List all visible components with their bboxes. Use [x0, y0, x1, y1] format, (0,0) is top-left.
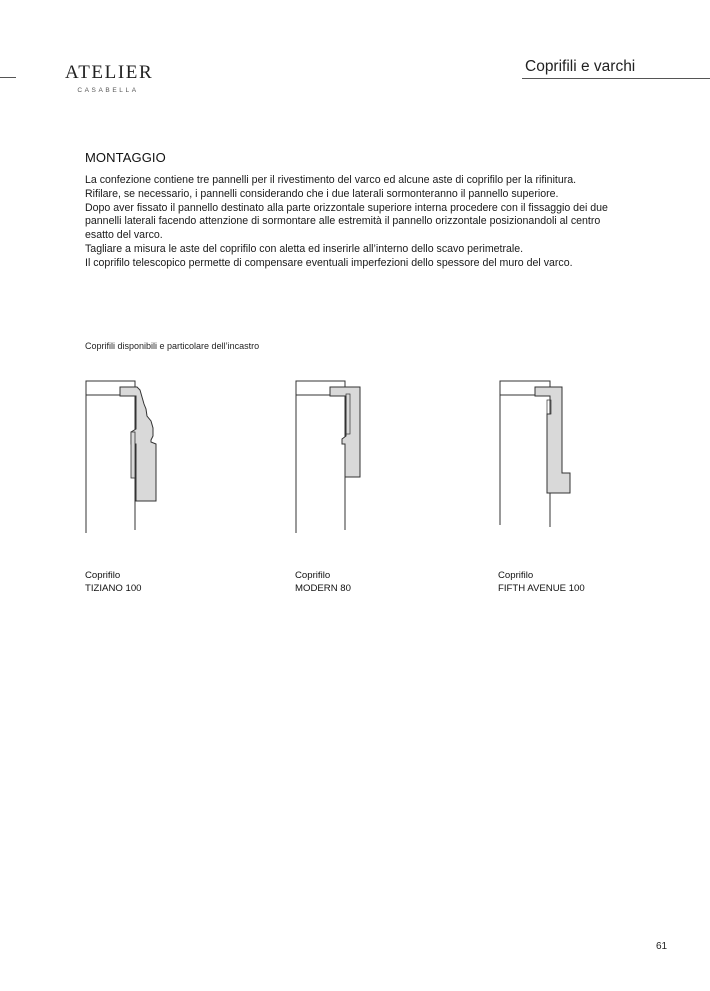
product-label: Coprifilo: [295, 570, 331, 581]
section-title: Coprifili e varchi: [525, 58, 636, 75]
brand-subtitle: CASABELLA: [77, 87, 139, 94]
header-rule-right: [522, 78, 710, 79]
brand-name: ATELIER: [65, 62, 154, 83]
product-name: FIFTH AVENUE 100: [498, 583, 585, 594]
paragraph: Tagliare a misura le aste del coprifilo con aletta ed inserirle all’interno dello scavo perimetrale.: [85, 242, 524, 255]
tiziano-100-profile-drawing: [80, 378, 170, 538]
paragraph: La confezione contiene tre pannelli per il rivestimento del varco ed alcune aste di coprifilo per la rifinitura.: [85, 174, 577, 186]
instructions-text: [85, 174, 615, 271]
paragraph: Dopo aver fissato il pannello destinato alla parte orizzontale superiore interna procedere con il fissaggio dei due pannelli laterali facendo attenzione di sormontare alle estremità il pannello orizzontale posizionandoli al centro esatto del varco.: [85, 201, 608, 242]
paragraph: Rifilare, se necessario, i pannelli considerando che i due laterali sormonteranno il pannello superiore.: [85, 187, 559, 200]
product-label: Coprifilo: [85, 570, 121, 581]
paragraph: Il coprifilo telescopico permette di compensare eventuali imperfezioni dello spessore del muro del varco.: [85, 256, 573, 269]
product-caption: [498, 569, 585, 595]
profile-shape: [535, 387, 570, 493]
profile-shape: [120, 387, 156, 501]
fifth-avenue-100-profile-drawing: [495, 378, 590, 538]
figure-caption: Coprifili disponibili e particolare dell’incastro: [85, 341, 260, 351]
product-label: Coprifilo: [498, 570, 534, 581]
product-name: MODERN 80: [295, 583, 351, 594]
modern-80-profile-drawing: [290, 378, 380, 538]
product-caption: [85, 569, 142, 595]
page-number: 61: [656, 941, 668, 952]
product-caption: [295, 569, 351, 595]
product-name: TIZIANO 100: [85, 583, 142, 594]
header-rule-left: [0, 77, 16, 78]
brand-logo: [65, 62, 154, 94]
section-heading: MONTAGGIO: [85, 150, 166, 165]
